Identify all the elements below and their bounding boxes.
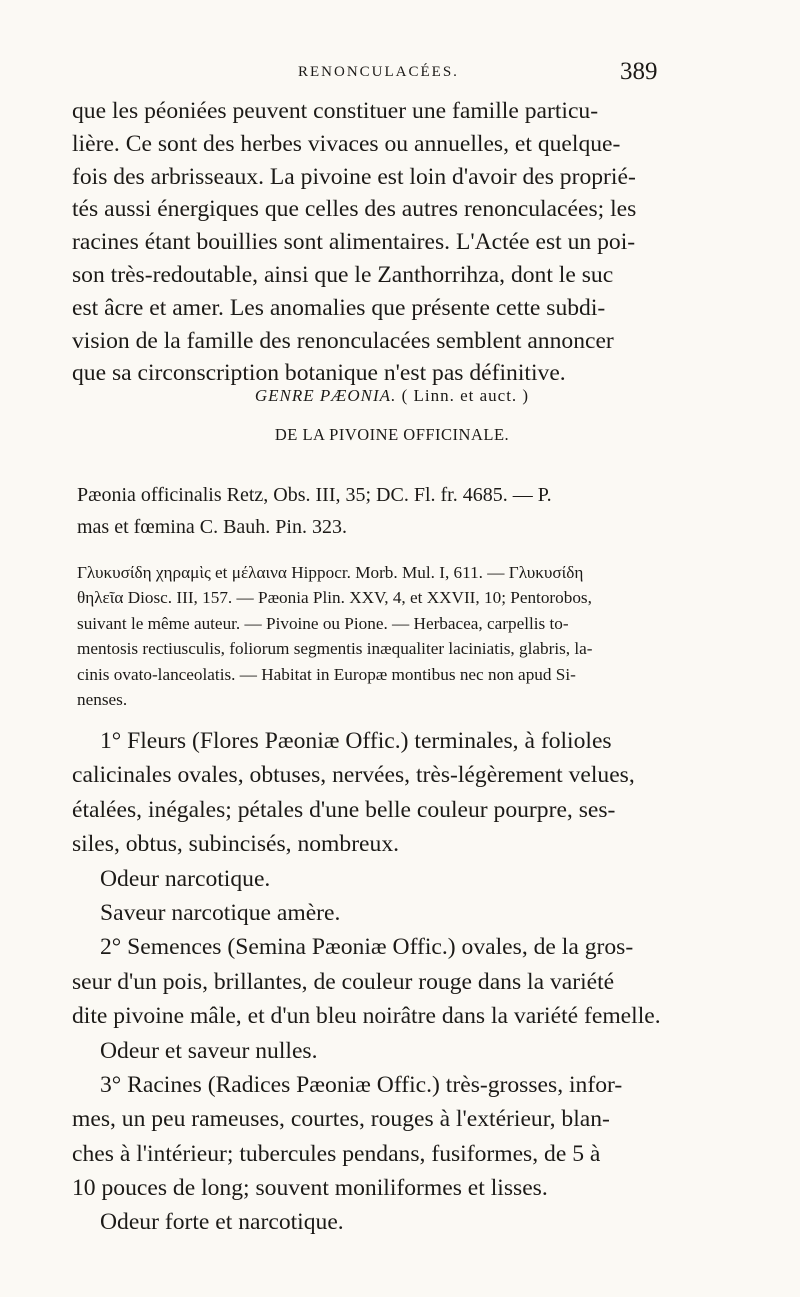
running-title: RENONCULACÉES. [298,64,459,80]
page-header [0,58,800,98]
synonymy-block [77,479,737,543]
description-line: siles, obtus, subincisés, nombreux. [72,831,400,858]
description-line: ches à l'intérieur; tubercules pendans, fusiformes, de 5 à [72,1140,601,1167]
genus-name: GENRE PÆONIA. [254,386,397,405]
description-line: 10 pouces de long; souvent moniliformes et lisses. [72,1175,548,1202]
page-number: 389 [620,58,658,85]
text-line: lière. Ce sont des herbes vivaces ou annuelles, et quelque- [72,130,621,157]
text-line: racines étant bouillies sont alimentaires. L'Actée est un poi- [72,229,636,256]
genus-authority: ( Linn. et auct. ) [401,386,530,405]
synonymy-line: Pæonia officinalis Retz, Obs. III, 35; DC. Fl. fr. 4685. — P. [77,484,552,506]
text-line: fois des arbrisseaux. La pivoine est loin d'avoir des proprié- [72,163,636,190]
notes-line: Γλυκυσίδη χηραμὶς et μέλαινα Hippocr. Morb. Mul. I, 611. — Γλυκυσίδη [77,563,584,582]
description-line: seur d'un pois, brillantes, de couleur rouge dans la variété [72,968,615,995]
intro-paragraph [72,95,732,390]
text-line: est âcre et amer. Les anomalies que présente cette subdi- [72,294,606,321]
notes-line: mentosis rectiusculis, foliorum segmentis inæqualiter laciniatis, glabris, la- [77,639,593,659]
species-heading: DE LA PIVOINE OFFICINALE. [274,425,510,444]
description-line: Odeur forte et narcotique. [100,1209,344,1236]
description-block [72,724,740,1240]
description-line: calicinales ovales, obtuses, nervées, très-légèrement velues, [72,762,635,789]
text-line: son très-redoutable, ainsi que le Zanthorrihza, dont le suc [72,261,614,288]
description-line: Odeur et saveur nulles. [100,1037,318,1064]
genus-heading [0,386,792,406]
description-line: 3° Racines (Radices Pæoniæ Offic.) très-grosses, infor- [100,1071,623,1098]
text-line: que sa circonscription botanique n'est pas définitive. [72,360,566,387]
text-line: vision de la famille des renonculacées semblent annoncer [72,327,614,354]
text-line: tés aussi énergiques que celles des autres renonculacées; les [72,196,637,223]
description-line: Saveur narcotique amère. [100,899,341,926]
notes-line: suivant le même auteur. — Pivoine ou Pione. — Herbacea, carpellis to- [77,613,569,633]
description-line: mes, un peu rameuses, courtes, rouges à l'extérieur, blan- [72,1106,610,1133]
notes-line: cinis ovato-lanceolatis. — Habitat in Europæ montibus nec non apud Si- [77,664,576,684]
notes-line: nenses. [77,689,128,709]
synonymy-line: mas et fœmina C. Bauh. Pin. 323. [77,516,347,538]
description-line: 1° Fleurs (Flores Pæoniæ Offic.) terminales, à folioles [100,728,612,754]
notes-line: θηλεῖα Diosc. III, 157. — Pæonia Plin. XXV, 4, et XXVII, 10; Pentorobos, [77,588,592,608]
notes-block [77,560,737,712]
description-line: 2° Semences (Semina Pæoniæ Offic.) ovales, de la gros- [100,934,634,961]
description-line: dite pivoine mâle, et d'un bleu noirâtre dans la variété femelle. [72,1003,661,1030]
text-line: que les péoniées peuvent constituer une famille particu- [72,98,599,124]
description-line: Odeur narcotique. [100,865,271,892]
description-line: étalées, inégales; pétales d'une belle couleur pourpre, ses- [72,796,616,823]
